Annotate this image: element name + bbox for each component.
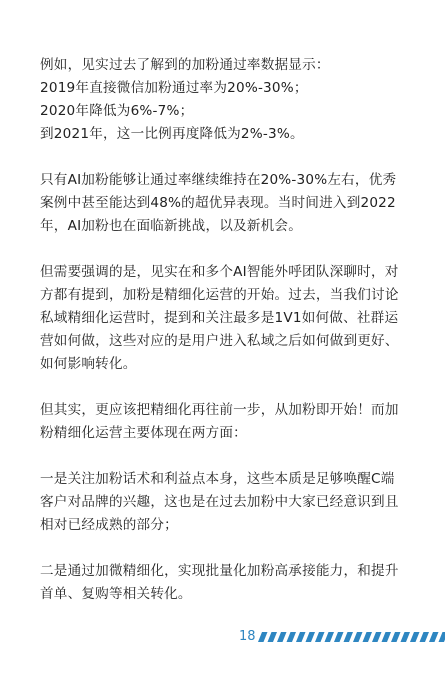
decorative-stripes bbox=[258, 632, 445, 642]
stripe bbox=[334, 632, 344, 642]
stripe bbox=[258, 632, 268, 642]
stripe bbox=[325, 632, 335, 642]
stripe bbox=[410, 632, 420, 642]
page-number: 18 bbox=[239, 629, 256, 644]
paragraph-1 bbox=[40, 54, 412, 146]
page-footer bbox=[0, 628, 445, 648]
text-line: 但需要强调的是，见实在和多个AI智能外呼团队深聊时，对 bbox=[40, 264, 399, 280]
paragraph-5 bbox=[40, 468, 412, 537]
paragraph-3 bbox=[40, 261, 412, 376]
stripe bbox=[268, 632, 278, 642]
stripe bbox=[306, 632, 316, 642]
stripe bbox=[296, 632, 306, 642]
stripe bbox=[372, 632, 382, 642]
stripe bbox=[391, 632, 401, 642]
stripe bbox=[439, 632, 445, 642]
text-line: 如何影响转化。 bbox=[40, 356, 137, 372]
document-body bbox=[40, 54, 412, 629]
stripe bbox=[401, 632, 411, 642]
stripe bbox=[277, 632, 287, 642]
text-line: 二是通过加微精细化，实现批量化加粉高承接能力，和提升 bbox=[40, 563, 399, 579]
stripe-pattern bbox=[258, 632, 445, 642]
paragraph-4 bbox=[40, 399, 412, 445]
text-line: 营如何做，这些对应的是用户进入私域之后如何做到更好、 bbox=[40, 333, 399, 349]
text-line: 案例中甚至能达到48%的超优异表现。当时间进入到2022 bbox=[40, 195, 396, 211]
stripe bbox=[363, 632, 373, 642]
stripe bbox=[429, 632, 439, 642]
text-line: 私域精细化运营时，提到和关注最多是1V1如何做、社群运 bbox=[40, 310, 399, 326]
stripe bbox=[315, 632, 325, 642]
stripe bbox=[420, 632, 430, 642]
text-line: 粉精细化运营主要体现在两方面： bbox=[40, 425, 247, 441]
stripe bbox=[353, 632, 363, 642]
text-line: 但其实，更应该把精细化再往前一步，从加粉即开始！而加 bbox=[40, 402, 399, 418]
stripe bbox=[382, 632, 392, 642]
text-line: 首单、复购等相关转化。 bbox=[40, 586, 192, 602]
text-line: 只有AI加粉能够让通过率继续维持在20%-30%左右，优秀 bbox=[40, 172, 397, 188]
text-line: 例如，见实过去了解到的加粉通过率数据显示： bbox=[40, 57, 330, 73]
text-line: 客户对品牌的兴趣，这也是在过去加粉中大家已经意识到且 bbox=[40, 494, 399, 510]
text-line: 到2021年，这一比例再度降低为2%-3%。 bbox=[40, 126, 304, 142]
paragraph-2 bbox=[40, 169, 412, 238]
text-line: 2019年直接微信加粉通过率为20%-30%； bbox=[40, 80, 308, 96]
stripe bbox=[344, 632, 354, 642]
text-line: 方都有提到，加粉是精细化运营的开始。过去，当我们讨论 bbox=[40, 287, 399, 303]
text-line: 年，AI加粉也在面临新挑战，以及新机会。 bbox=[40, 218, 302, 234]
text-line: 相对已经成熟的部分； bbox=[40, 517, 178, 533]
text-line: 2020年降低为6%-7%； bbox=[40, 103, 194, 119]
paragraph-6 bbox=[40, 560, 412, 606]
stripe bbox=[287, 632, 297, 642]
text-line: 一是关注加粉话术和利益点本身，这些本质是足够唤醒C端 bbox=[40, 471, 395, 487]
